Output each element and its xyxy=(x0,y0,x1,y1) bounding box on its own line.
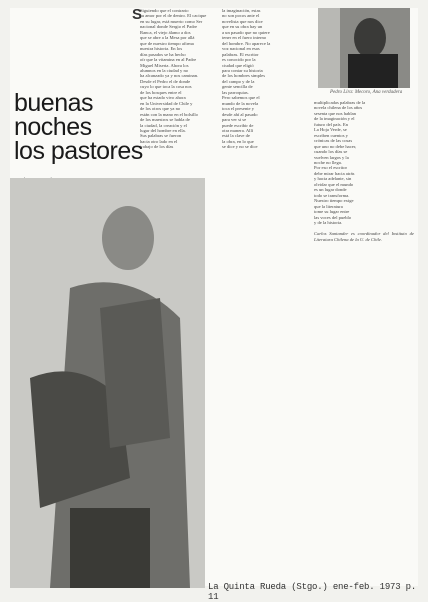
text-line: La Hoja Verde, se xyxy=(314,127,347,133)
text-line: están con la mano en el bolsillo xyxy=(140,111,198,117)
text-line: multiplicadas palabras de la xyxy=(314,100,366,105)
text-line: Nuestro tiempo exige xyxy=(314,198,354,204)
text-line: noche no llega. xyxy=(314,159,342,165)
main-photo xyxy=(10,178,205,588)
text-line: mundo de la novela xyxy=(222,100,259,106)
text-line: y de la historia. xyxy=(314,219,343,225)
text-line: y hacia adelante, sin xyxy=(314,176,352,182)
text-line: de los maestros se habla de xyxy=(140,117,190,123)
text-line: en su lugar, está muerto como Ser xyxy=(140,18,203,24)
text-line: que en su obra hay un xyxy=(222,24,263,30)
text-line: puede escribir de xyxy=(222,122,254,128)
text-line: que uno no debe hacer, xyxy=(314,143,357,149)
main-photo-graphic xyxy=(10,178,205,588)
text-line: ha alcanzado ya y nos caminan. xyxy=(140,73,199,79)
text-line: a un pasado que no quiere xyxy=(222,29,270,35)
text-line: tome su lugar entre xyxy=(314,209,350,215)
text-line: días pasados se ha hecho xyxy=(140,51,186,57)
text-line: las voces del pueblo xyxy=(314,214,352,220)
text-line: para ver si se xyxy=(222,117,247,123)
text-line: que se abre a la Mesa por allá xyxy=(140,35,195,41)
headline-line-1: buenas xyxy=(14,89,94,117)
text-line: que la literatura xyxy=(314,203,343,209)
text-line: novela chilena de los años xyxy=(314,105,363,111)
photo-caption: Pedro Lira: Mecoro, Ana verdadera xyxy=(330,90,403,95)
text-line: su amor por el de dentro. El cacique xyxy=(140,13,207,19)
text-line: novelista que nos dice xyxy=(222,18,263,24)
text-line: ciudad que eligió xyxy=(222,62,254,68)
text-line: lugar del hombre en ella. xyxy=(140,127,186,133)
text-column-3 xyxy=(314,100,414,570)
text-line: cuyo lo que toca la cosa nos xyxy=(140,84,192,90)
text-line: está la clave de xyxy=(222,133,250,139)
text-line: Desde el Pedro el de donde xyxy=(140,78,191,84)
text-line: crónicas de las cosas xyxy=(314,138,353,144)
text-line: del campo y de la xyxy=(222,78,255,84)
text-line: Siguiendo que el contrario xyxy=(140,8,189,13)
text-line: Ranca, el viejo álamo a dos xyxy=(140,29,191,35)
text-line: futuro del país. En xyxy=(314,121,348,127)
portrait-photo-graphic xyxy=(318,8,410,88)
text-line: gente sencilla de xyxy=(222,84,253,90)
text-line: sesenta que nos hablan xyxy=(314,110,356,116)
text-line: en la Universidad de Chile y xyxy=(140,100,193,106)
text-line: olvidar que el mundo xyxy=(314,181,354,187)
text-line: otra manera. Allí xyxy=(222,127,253,133)
text-line: que ha estado vivo ahora xyxy=(140,95,186,101)
text-line: que de nuestro tiempo afirma xyxy=(140,40,194,46)
text-line: voz nacional en esas xyxy=(222,46,260,52)
text-line: es conocido por la xyxy=(222,57,256,63)
text-line: es un lugar donde xyxy=(314,187,347,193)
text-line: escriben cuentos y xyxy=(314,132,348,138)
text-line: nuestra historia. En los xyxy=(140,46,183,52)
text-line: la imaginación, estas xyxy=(222,8,261,13)
text-line: Pero sabemos que el xyxy=(222,95,260,101)
dropcap-letter: S xyxy=(132,6,143,23)
text-line: las parroquias. xyxy=(222,89,249,95)
text-line: vuelven largos y la xyxy=(314,154,349,160)
page-footer: La Quinta Rueda (Stgo.) ene-feb. 1973 p. 11 xyxy=(208,582,417,602)
text-line: oír que la vitamina en al Padre xyxy=(140,57,197,63)
credit-note: Carlos Santander es coordinador del Instituto de Literatura Chilena de la U. de Chile. xyxy=(314,231,414,242)
text-line: la ciudad, la creación y el xyxy=(140,122,187,128)
text-line: la obra, en lo que xyxy=(222,138,254,144)
text-line: para contar su historia xyxy=(222,67,263,73)
text-line: del hombre. No aparece la xyxy=(222,40,271,46)
text-line: tener en el fuero interno xyxy=(222,35,267,41)
text-line: cuando los días se xyxy=(314,149,348,155)
text-line: palabras. El escritor xyxy=(222,51,259,57)
text-line: de los otros que ya no xyxy=(140,106,181,112)
text-line: toca el presente y xyxy=(222,106,255,112)
text-line: hacia otro lado en el xyxy=(140,138,178,144)
text-line: alumnos en la ciudad y no xyxy=(140,67,189,73)
text-line: debe mirar hacia atrás xyxy=(314,170,355,176)
text-line: Miguel Miseria. Ahora los xyxy=(140,62,189,68)
headline-line-3: los pastores xyxy=(14,137,143,165)
text-line: trabajo de los días xyxy=(140,144,174,150)
text-line: no son pocos ante el xyxy=(222,13,260,19)
text-line: de los bosques entre el xyxy=(140,89,182,95)
portrait-photo xyxy=(318,8,410,88)
text-line: Por eso el escritor xyxy=(314,165,348,171)
text-column-1 xyxy=(140,8,218,168)
text-line: desde ahí al pasado xyxy=(222,111,258,117)
text-line: nacional donde Sergio el Padre xyxy=(140,24,198,30)
text-line: de la imaginación y el xyxy=(314,116,355,122)
text-column-2 xyxy=(222,8,310,578)
text-line: de los hombres simples xyxy=(222,73,265,79)
text-line: Sus palabras se fueron xyxy=(140,133,182,139)
headline-line-2: noches xyxy=(14,113,92,141)
text-line: se dice y no se dice xyxy=(222,144,258,150)
text-line: todo se transforma. xyxy=(314,192,350,198)
